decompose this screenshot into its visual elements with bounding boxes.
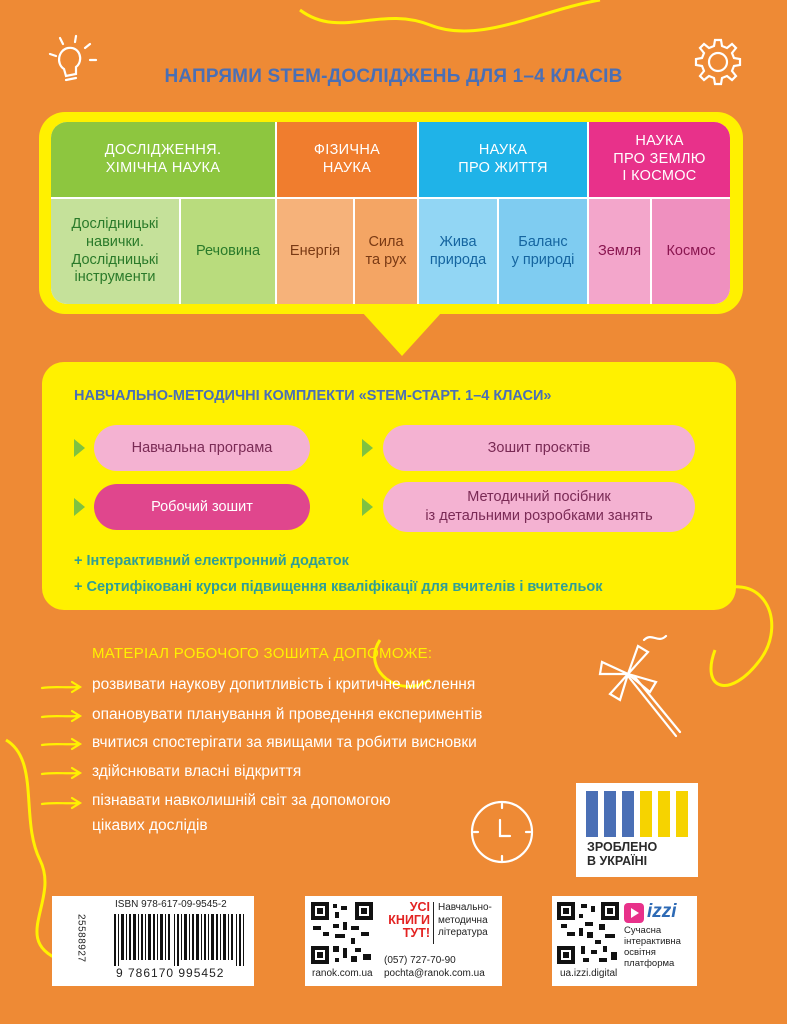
bullet-arrow-icon bbox=[362, 498, 373, 516]
ranok-site[interactable]: ranok.com.ua bbox=[312, 968, 373, 979]
bullet-arrow-icon bbox=[74, 498, 85, 516]
cell-earth: Земля bbox=[589, 199, 650, 304]
directions-table bbox=[51, 122, 730, 304]
ranok-divider bbox=[433, 902, 434, 944]
arrow-right-icon bbox=[40, 766, 84, 780]
extra-interactive-addon bbox=[74, 553, 349, 569]
cell-energy: Енергія bbox=[277, 199, 353, 304]
kit-project-notebook: Зошит проєктів bbox=[383, 425, 695, 471]
izzi-logo: izzi bbox=[647, 901, 677, 922]
extra-interactive-addon-label: Інтерактивний електронний додаток bbox=[86, 553, 349, 569]
benefit-item: розвивати наукову допитливість і критичне мислення bbox=[92, 676, 476, 693]
benefit-item: опановувати планування й проведення експериментів bbox=[92, 706, 483, 723]
pointer-arrow bbox=[362, 312, 442, 356]
ranok-description: Навчально- методична література bbox=[438, 902, 492, 938]
ukraine-flag-stripes-icon bbox=[584, 791, 692, 837]
ranok-brand: УСІ КНИГИ ТУТ! bbox=[388, 900, 430, 941]
plus-icon: + bbox=[74, 553, 83, 569]
pinwheel-icon bbox=[580, 632, 690, 744]
qr-code-icon bbox=[311, 902, 373, 964]
ranok-email[interactable]: pochta@ranok.com.ua bbox=[384, 968, 485, 979]
arrow-right-icon bbox=[40, 709, 84, 723]
isbn-label: ISBN 978-617-09-9545-2 bbox=[115, 899, 227, 910]
benefit-item: здійснювати власні відкриття bbox=[92, 763, 302, 780]
kits-title: НАВЧАЛЬНО-МЕТОДИЧНІ КОМПЛЕКТИ «STEM-СТАРТ. 1–4 КЛАСИ» bbox=[74, 388, 552, 404]
cell-living-nature: Жива природа bbox=[419, 199, 497, 304]
qr-code-icon bbox=[557, 902, 619, 964]
kit-methodical-guide: Методичний посібник із детальними розробками занять bbox=[383, 482, 695, 532]
header-life-science: НАУКА ПРО ЖИТТЯ bbox=[419, 122, 587, 197]
isbn-digits: 9 786170 995452 bbox=[116, 966, 225, 980]
barcode-icon bbox=[114, 914, 246, 966]
benefit-item: пізнавати навколишній світ за допомогою цікавих дослідів bbox=[92, 792, 391, 834]
izzi-play-icon bbox=[624, 903, 644, 923]
benefits-title: МАТЕРІАЛ РОБОЧОГО ЗОШИТА ДОПОМОЖЕ: bbox=[92, 645, 433, 662]
arrow-right-icon bbox=[40, 737, 84, 751]
cell-space: Космос bbox=[652, 199, 730, 304]
cell-research-skills: Дослідницькі навички. Дослідницькі інструменти bbox=[51, 199, 179, 304]
arrow-right-icon bbox=[40, 680, 84, 694]
plus-icon: + bbox=[74, 579, 83, 595]
header-research-chemistry: ДОСЛІДЖЕННЯ. ХІМІЧНА НАУКА bbox=[51, 122, 275, 197]
extra-certified-courses bbox=[74, 579, 603, 595]
made-in-ukraine-text: ЗРОБЛЕНО В УКРАЇНІ bbox=[587, 840, 658, 869]
extra-certified-courses-label: Сертифіковані курси підвищення кваліфікації для вчителів і вчительок bbox=[86, 579, 603, 595]
kit-workbook: Робочий зошит bbox=[94, 484, 310, 530]
cell-substance: Речовина bbox=[181, 199, 275, 304]
arrow-right-icon bbox=[40, 796, 84, 810]
cell-balance-nature: Баланс у природі bbox=[499, 199, 587, 304]
header-earth-space: НАУКА ПРО ЗЕМЛЮ І КОСМОС bbox=[589, 122, 730, 197]
benefit-item: вчитися спостерігати за явищами та робити висновки bbox=[92, 734, 477, 751]
izzi-description: Сучасна інтерактивна освітня платформа bbox=[624, 925, 681, 969]
header-physical-science: ФІЗИЧНА НАУКА bbox=[277, 122, 417, 197]
ranok-phone: (057) 727-70-90 bbox=[384, 955, 456, 966]
bullet-arrow-icon bbox=[74, 439, 85, 457]
bullet-arrow-icon bbox=[362, 439, 373, 457]
izzi-site[interactable]: ua.izzi.digital bbox=[560, 968, 618, 979]
page-title: НАПРЯМИ STEM-ДОСЛІДЖЕНЬ ДЛЯ 1–4 КЛАСІВ bbox=[164, 66, 623, 87]
clock-icon bbox=[466, 796, 538, 868]
kit-program: Навчальна програма bbox=[94, 425, 310, 471]
isbn-side-code: 25588927 bbox=[75, 914, 87, 963]
cell-force-motion: Сила та рух bbox=[355, 199, 417, 304]
